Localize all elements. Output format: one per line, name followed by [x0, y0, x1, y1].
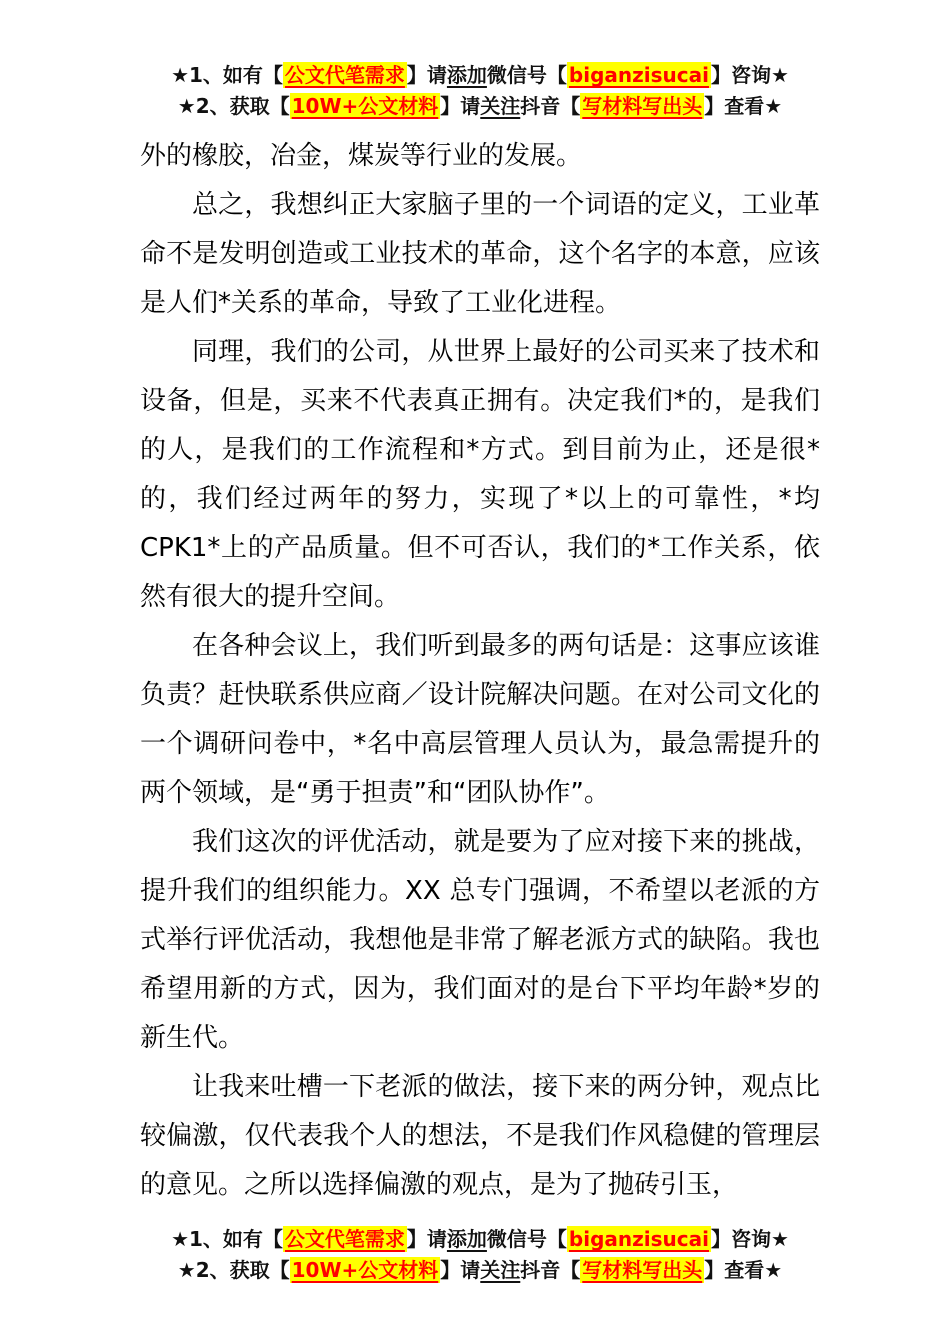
banner-text: 微信号【: [486, 1227, 567, 1251]
banner-text: 微信号【: [486, 63, 567, 87]
paragraph-continuation: 外的橡胶，冶金，煤炭等行业的发展。: [140, 141, 583, 171]
promo-banner-top-line-1: [140, 60, 820, 91]
banner-underline-add: 添加: [446, 63, 487, 87]
banner-text: ★1、如有【: [171, 1227, 283, 1251]
promo-banner-bottom: [140, 1224, 820, 1286]
promo-banner-bottom-line-1: [140, 1224, 820, 1255]
banner-text: 】咨询★: [711, 1227, 789, 1251]
paragraph: 让我来吐槽一下老派的做法，接下来的两分钟，观点比较偏激，仅代表我个人的想法，不是我们作风稳健的管理层的意见。之所以选择偏激的观点，是为了抛砖引玉，: [140, 1072, 820, 1200]
banner-underline-follow: 关注: [480, 94, 521, 118]
document-body: [140, 132, 820, 1210]
banner-highlight-wechat-id: biganzisucai: [568, 1227, 709, 1251]
promo-banner-top: [140, 60, 820, 122]
paragraph: 我们这次的评优活动，就是要为了应对接下来的挑战，提升我们的组织能力。XX 总专门强调，不希望以老派的方式举行评优活动，我想他是非常了解老派方式的缺陷。我也希望用新的方式，因为，我们面对的是台下平均年龄*岁的新生代。: [140, 827, 820, 1053]
banner-text: ★1、如有【: [171, 63, 283, 87]
banner-text: 】请: [440, 94, 481, 118]
banner-text: 】请: [406, 63, 447, 87]
banner-highlight-materials: 10W+公文材料: [291, 94, 439, 118]
banner-highlight-service: 公文代笔需求: [284, 1227, 405, 1251]
paragraph: 总之，我想纠正大家脑子里的一个词语的定义，工业革命不是发明创造或工业技术的革命，这个名字的本意，应该是人们*关系的革命，导致了工业化进程。: [140, 190, 820, 318]
banner-text: 抖音【: [520, 94, 581, 118]
banner-highlight-wechat-id: biganzisucai: [568, 63, 709, 87]
banner-underline-follow: 关注: [480, 1258, 521, 1282]
banner-highlight-douyin-id: 写材料写出头: [582, 94, 703, 118]
banner-text: ★2、获取【: [177, 94, 290, 118]
promo-banner-bottom-line-2: [140, 1255, 820, 1286]
banner-highlight-service: 公文代笔需求: [284, 63, 405, 87]
banner-text: ★2、获取【: [177, 1258, 290, 1282]
banner-text: 】查看★: [704, 1258, 783, 1282]
promo-banner-top-line-2: [140, 91, 820, 122]
banner-highlight-douyin-id: 写材料写出头: [582, 1258, 703, 1282]
banner-underline-add: 添加: [446, 1227, 487, 1251]
banner-text: 】咨询★: [711, 63, 789, 87]
paragraph: 同理，我们的公司，从世界上最好的公司买来了技术和设备，但是，买来不代表真正拥有。决定我们*的，是我们的人，是我们的工作流程和*方式。到目前为止，还是很*的，我们经过两年的努力，实现了*以上的可靠性，*均CPK1*上的产品质量。但不可否认，我们的*工作关系，依然有很大的提升空间。: [140, 337, 820, 612]
banner-text: 】请: [440, 1258, 481, 1282]
banner-text: 】查看★: [704, 94, 783, 118]
banner-text: 抖音【: [520, 1258, 581, 1282]
paragraph: 在各种会议上，我们听到最多的两句话是：这事应该谁负责？赶快联系供应商／设计院解决问题。在对公司文化的一个调研问卷中，*名中高层管理人员认为，最急需提升的两个领域，是“勇于担责”和“团队协作”。: [140, 631, 820, 808]
banner-text: 】请: [406, 1227, 447, 1251]
banner-highlight-materials: 10W+公文材料: [291, 1258, 439, 1282]
